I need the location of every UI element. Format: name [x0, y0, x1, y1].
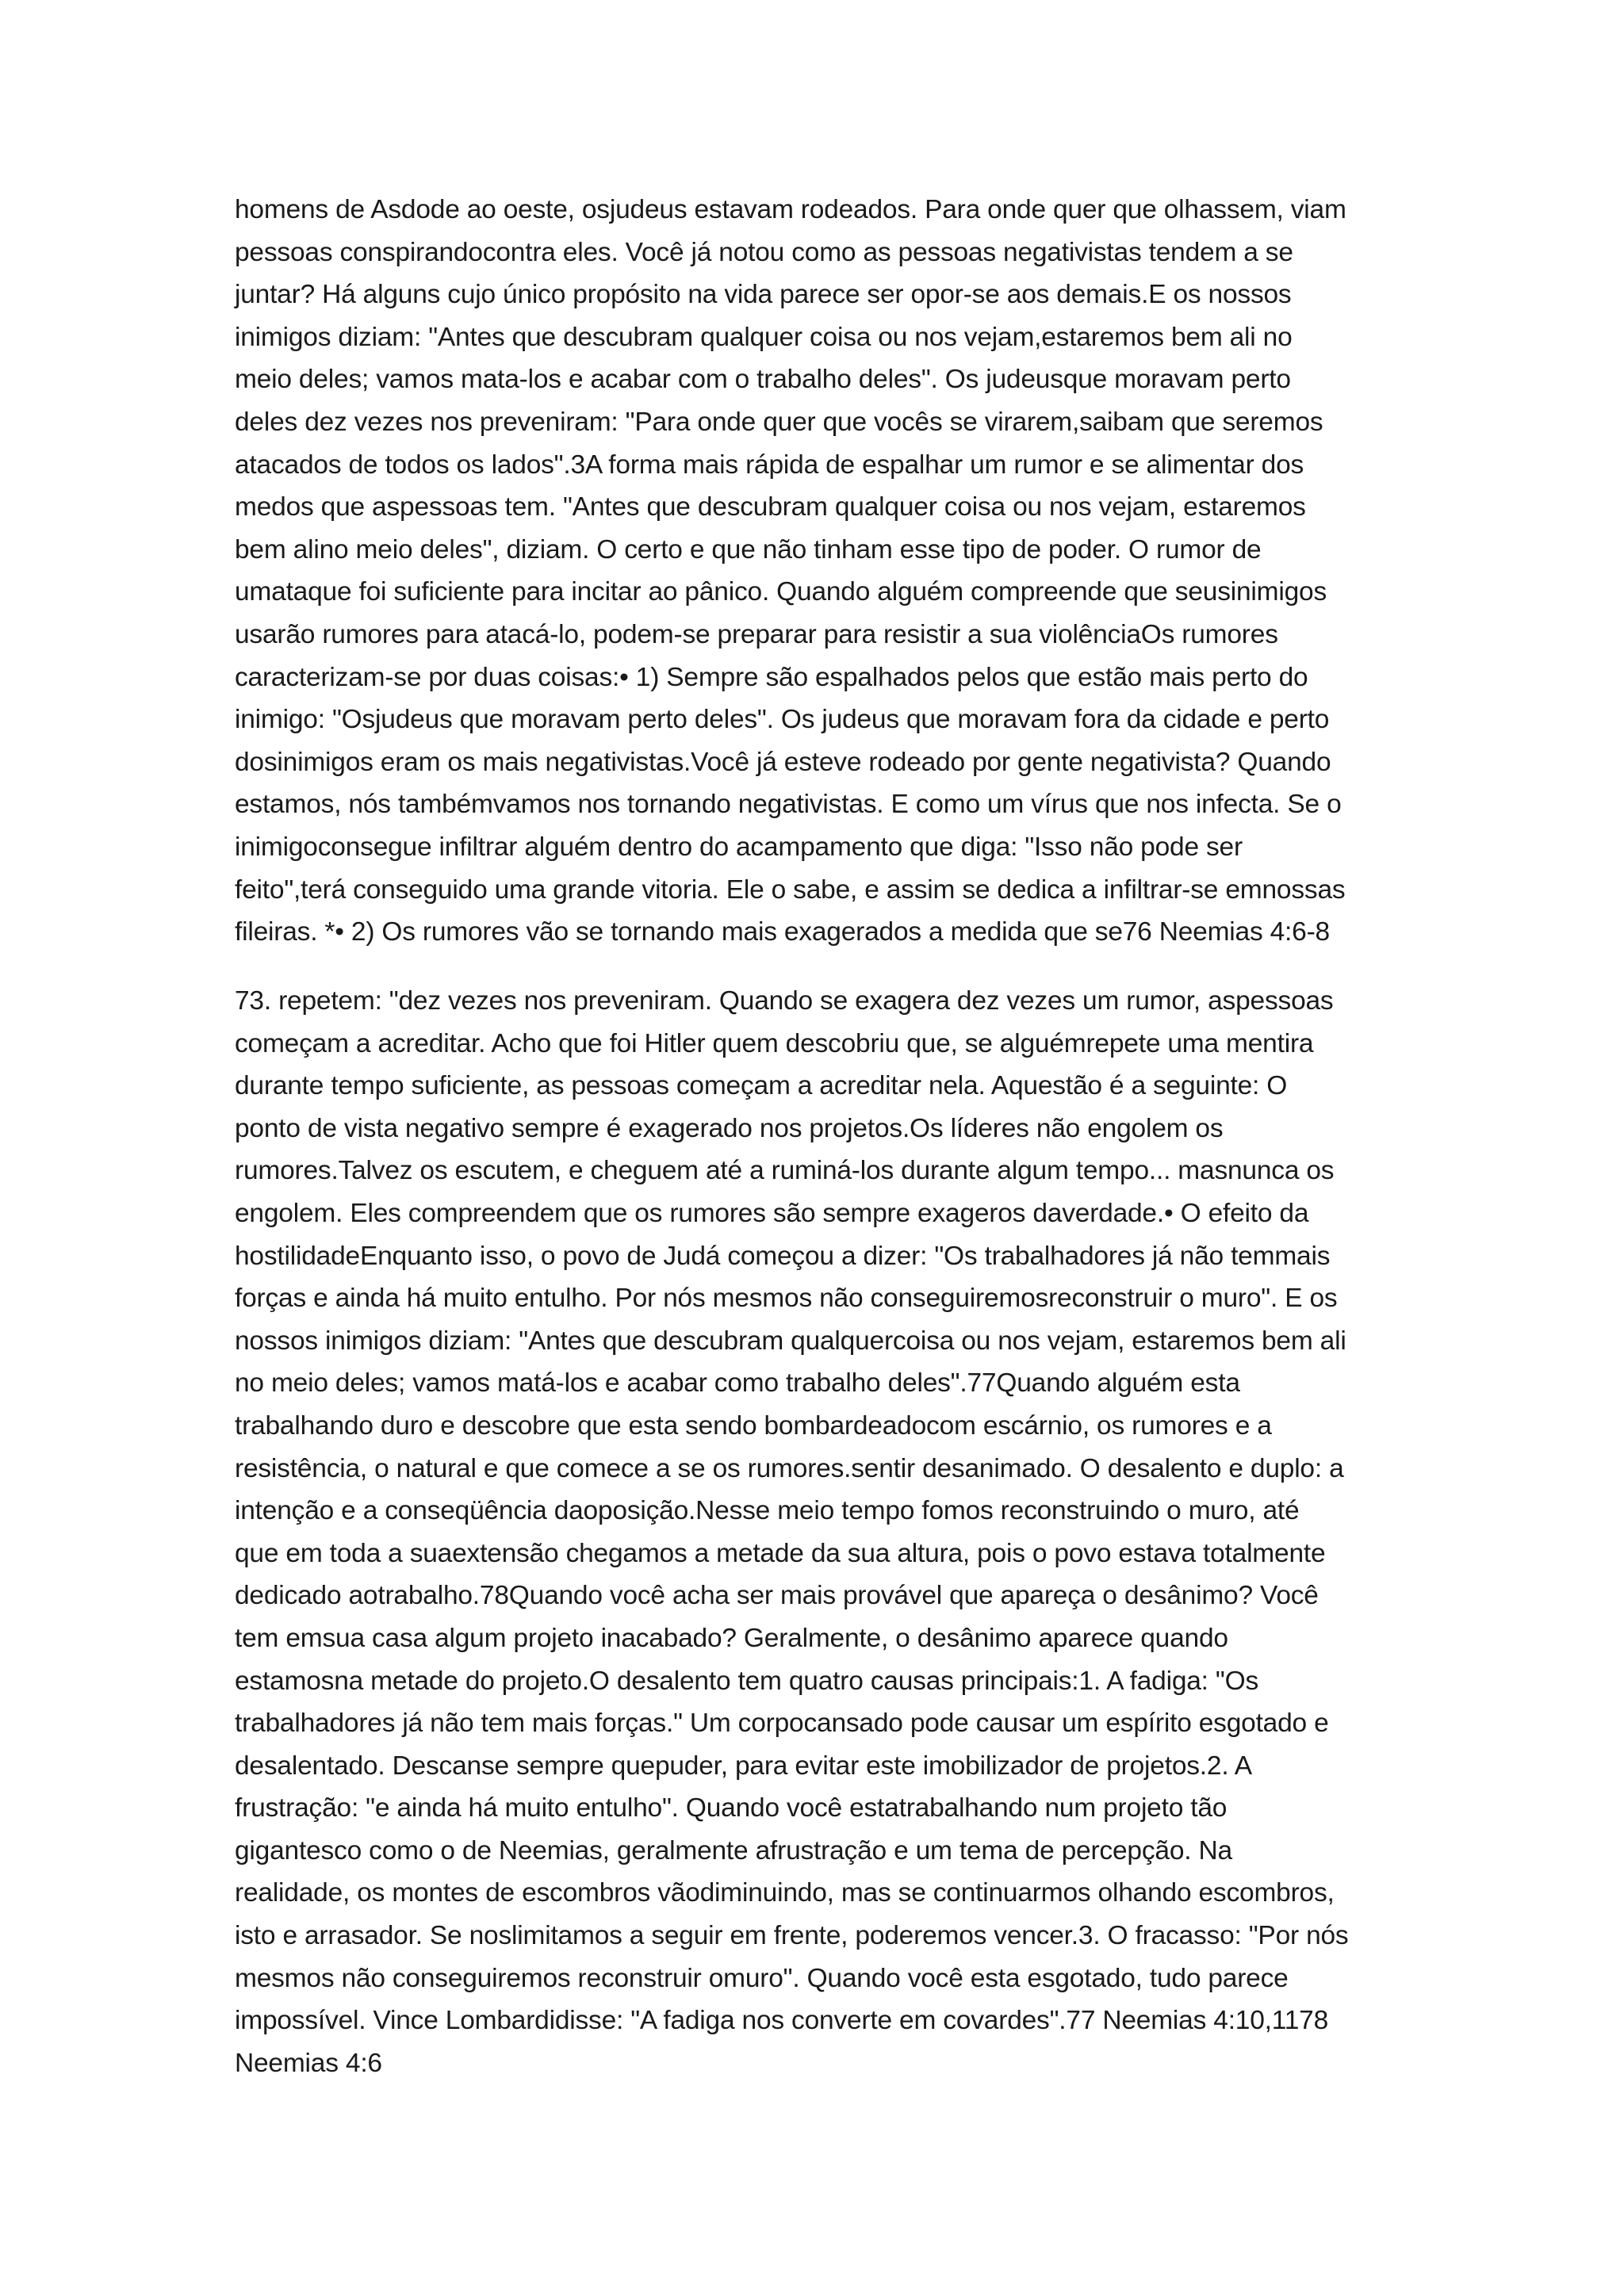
- text-line: inimigoconsegue infiltrar alguém dentro do acampamento que diga: "Isso não pode ser: [235, 832, 1243, 862]
- text-line: medos que aspessoas tem. "Antes que descubram qualquer coisa ou nos vejam, estaremos: [235, 492, 1306, 522]
- text-line: 73. repetem: "dez vezes nos preveniram. Quando se exagera dez vezes um rumor, aspessoas: [235, 986, 1334, 1016]
- text-line: usarão rumores para atacá-lo, podem-se preparar para resistir a sua violênciaOs rumores: [235, 619, 1278, 649]
- text-line: nossos inimigos diziam: "Antes que descubram qualquercoisa ou nos vejam, estaremos bem ali: [235, 1326, 1346, 1356]
- text-line: estamosna metade do projeto.O desalento tem quatro causas principais:1. A fadiga: "Os: [235, 1666, 1258, 1696]
- text-line: atacados de todos os lados".3A forma mais rápida de espalhar um rumor e se alimentar dos: [235, 450, 1304, 480]
- text-line: forças e ainda há muito entulho. Por nós mesmos não conseguiremosreconstruir o muro". E os: [235, 1284, 1338, 1314]
- text-line: Neemias 4:6: [235, 2048, 382, 2078]
- text-line: homens de Asdode ao oeste, osjudeus estavam rodeados. Para onde quer que olhassem, viam: [235, 195, 1346, 224]
- paragraph-1: [235, 189, 1408, 954]
- text-line: mesmos não conseguiremos reconstruir omuro". Quando você esta esgotado, tudo parece: [235, 1963, 1289, 1993]
- text-line: hostilidadeEnquanto isso, o povo de Judá começou a dizer: "Os trabalhadores já não temmais: [235, 1241, 1331, 1271]
- text-line: realidade, os montes de escombros vãodiminuindo, mas se continuarmos olhando escombros,: [235, 1878, 1335, 1908]
- paragraph-2: [235, 980, 1408, 2084]
- text-line: meio deles; vamos mata-los e acabar com o trabalho deles". Os judeusque moravam perto: [235, 365, 1291, 395]
- text-line: feito",terá conseguido uma grande vitoria. Ele o sabe, e assim se dedica a infiltrar-se emnossas: [235, 874, 1346, 905]
- text-line: impossível. Vince Lombardidisse: "A fadiga nos converte em covardes".77 Neemias 4:10,1178: [235, 2006, 1329, 2036]
- text-line: fileiras. *• 2) Os rumores vão se tornando mais exagerados a medida que se76 Neemias 4:6-8: [235, 917, 1330, 947]
- text-line: intenção e a conseqüência daoposição.Nesse meio tempo fomos reconstruindo o muro, até: [235, 1496, 1300, 1526]
- text-line: isto e arrasador. Se noslimitamos a seguir em frente, poderemos vencer.3. O fracasso: "Por nós: [235, 1921, 1349, 1951]
- text-line: dosinimigos eram os mais negativistas.Você já esteve rodeado por gente negativista? Quando: [235, 747, 1331, 777]
- text-line: rumores.Talvez os escutem, e cheguem até a ruminá-los durante algum tempo... masnunca os: [235, 1156, 1335, 1186]
- text-line: juntar? Há alguns cujo único propósito na vida parece ser opor-se aos demais.E os nossos: [235, 280, 1292, 310]
- text-line: pessoas conspirandocontra eles. Você já notou como as pessoas negativistas tendem a se: [235, 237, 1293, 267]
- text-line: trabalhadores já não tem mais forças." Um corpocansado pode causar um espírito esgotado e: [235, 1709, 1329, 1739]
- text-line: no meio deles; vamos matá-los e acabar como trabalho deles".77Quando alguém esta: [235, 1368, 1240, 1399]
- text-line: tem emsua casa algum projeto inacabado? Geralmente, o desânimo aparece quando: [235, 1623, 1228, 1653]
- text-line: estamos, nós tambémvamos nos tornando negativistas. E como um vírus que nos infecta. Se o: [235, 790, 1342, 820]
- text-line: trabalhando duro e descobre que esta sendo bombardeadocom escárnio, os rumores e a: [235, 1410, 1272, 1441]
- text-line: durante tempo suficiente, as pessoas começam a acreditar nela. Aquestão é a seguinte: O: [235, 1071, 1288, 1101]
- text-line: deles dez vezes nos preveniram: "Para onde quer que vocês se virarem,saibam que seremos: [235, 407, 1323, 437]
- text-line: começam a acreditar. Acho que foi Hitler quem descobriu que, se alguémrepete uma mentira: [235, 1028, 1314, 1058]
- text-line: resistência, o natural e que comece a se os rumores.sentir desanimado. O desalento e duplo: a: [235, 1453, 1344, 1483]
- text-line: desalentado. Descanse sempre quepuder, para evitar este imobilizador de projetos.2. A: [235, 1751, 1252, 1781]
- text-line: caracterizam-se por duas coisas:• 1) Sempre são espalhados pelos que estão mais perto do: [235, 662, 1308, 692]
- text-line: inimigos diziam: "Antes que descubram qualquer coisa ou nos vejam,estaremos bem ali no: [235, 322, 1293, 352]
- text-line: bem alino meio deles", diziam. O certo e que não tinham esse tipo de poder. O rumor de: [235, 534, 1262, 564]
- text-line: gigantesco como o de Neemias, geralmente afrustração e um tema de percepção. Na: [235, 1835, 1232, 1866]
- text-line: inimigo: "Osjudeus que moravam perto deles". Os judeus que moravam fora da cidade e perto: [235, 705, 1330, 735]
- text-line: dedicado aotrabalho.78Quando você acha ser mais provável que apareça o desânimo? Você: [235, 1581, 1319, 1611]
- text-line: ponto de vista negativo sempre é exagerado nos projetos.Os líderes não engolem os: [235, 1113, 1224, 1143]
- text-line: frustração: "e ainda há muito entulho". Quando você estatrabalhando num projeto tão: [235, 1793, 1228, 1823]
- text-line: umataque foi suficiente para incitar ao pânico. Quando alguém compreende que seusinimigos: [235, 577, 1327, 607]
- text-line: que em toda a suaextensão chegamos a metade da sua altura, pois o povo estava totalmente: [235, 1538, 1326, 1568]
- text-line: engolem. Eles compreendem que os rumores são sempre exageros daverdade.• O efeito da: [235, 1198, 1309, 1228]
